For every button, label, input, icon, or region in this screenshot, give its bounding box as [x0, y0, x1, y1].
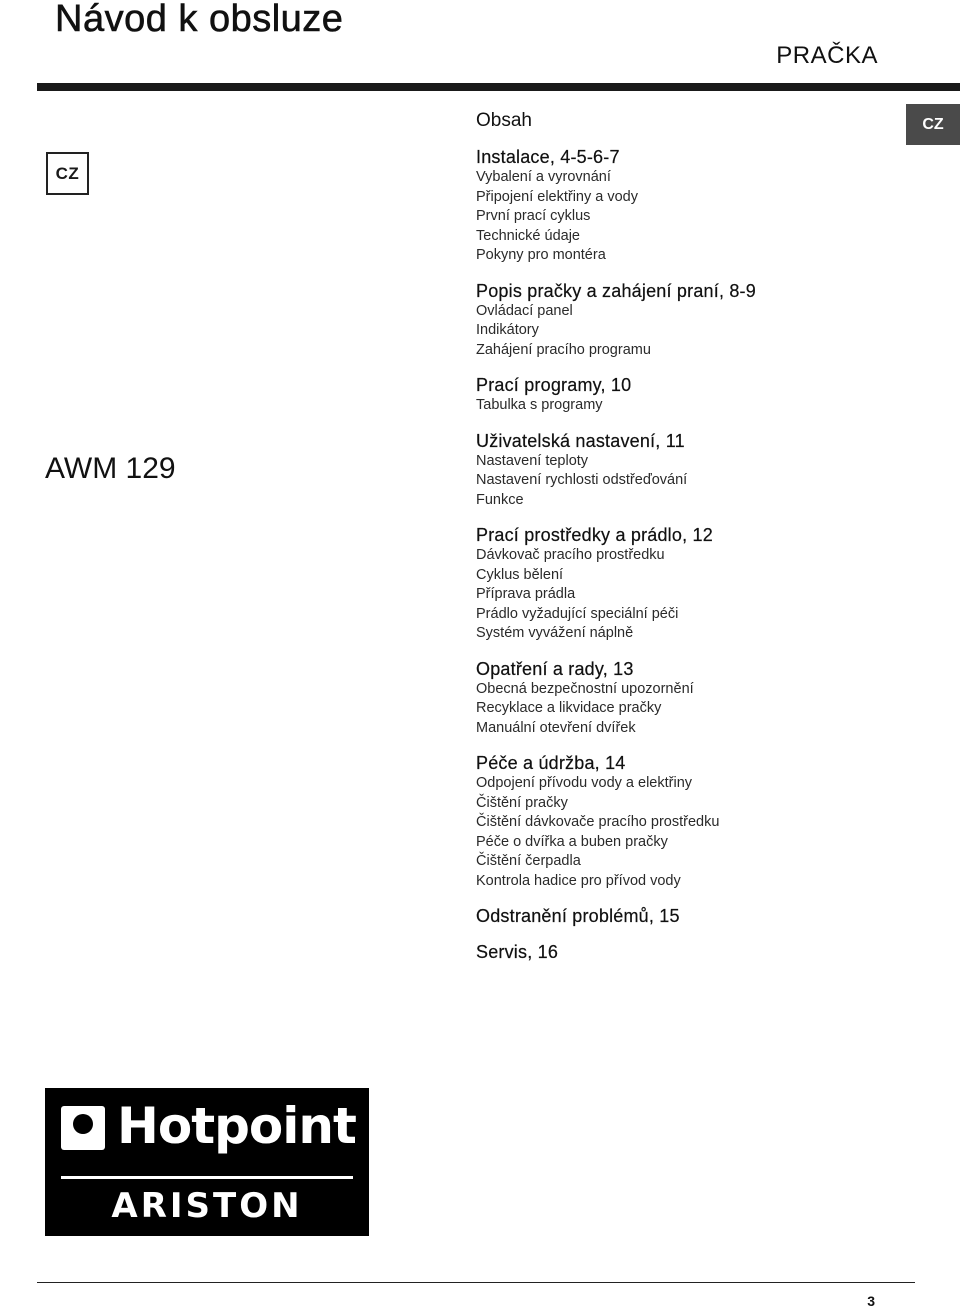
toc-sections [476, 146, 896, 963]
toc-item: Čištění dávkovače pracího prostředku [476, 814, 720, 830]
logo-mark-icon [61, 1106, 105, 1150]
footer-divider [37, 1282, 915, 1283]
toc-section-title: Odstranění problémů, 15 [476, 906, 680, 926]
toc-section-title: Popis pračky a zahájení praní, 8-9 [476, 280, 756, 301]
toc-heading: Obsah [476, 110, 532, 131]
toc-item: Tabulka s programy [476, 397, 603, 413]
page-title: Návod k obsluze [55, 0, 344, 40]
toc-item: Odpojení přívodu vody a elektřiny [476, 775, 693, 791]
toc-item: Vybalení a vyrovnání [476, 169, 611, 185]
brand-logo [45, 1088, 369, 1236]
toc-item: Pokyny pro montéra [476, 247, 606, 263]
toc-section-title: Péče a údržba, 14 [476, 753, 626, 773]
toc-item: Kontrola hadice pro přívod vody [476, 872, 681, 889]
toc-section-title: Uživatelská nastavení, 11 [476, 430, 685, 451]
toc-section-title: Prací prostředky a prádlo, 12 [476, 525, 713, 545]
toc-item: Funkce [476, 491, 524, 508]
logo-brand-text: Hotpoint [117, 1097, 356, 1155]
toc-section-title: Servis, 16 [476, 942, 559, 962]
toc-item: Dávkovač pracího prostředku [476, 547, 665, 563]
header-divider [37, 83, 960, 91]
toc-item: Technické údaje [476, 227, 580, 244]
table-of-contents [476, 106, 896, 977]
toc-item: Zahájení pracího programu [476, 341, 651, 358]
toc-section [476, 905, 896, 927]
page-number: 3 [867, 1293, 875, 1309]
toc-item: Recyklace a likvidace pračky [476, 700, 662, 716]
toc-item: První prací cyklus [476, 208, 591, 224]
toc-section-title: Prací programy, 10 [476, 375, 632, 395]
toc-item: Systém vyvážení náplně [476, 625, 634, 641]
toc-section [476, 941, 896, 963]
toc-section [476, 752, 896, 891]
language-box: CZ [46, 152, 89, 195]
toc-item: Indikátory [476, 322, 539, 338]
toc-item: Nastavení teploty [476, 452, 589, 469]
toc-item: Čištění pračky [476, 794, 568, 811]
toc-item: Připojení elektřiny a vody [476, 188, 638, 205]
toc-item: Prádlo vyžadující speciální péči [476, 605, 679, 622]
logo-divider [61, 1176, 353, 1179]
toc-item: Čištění čerpadla [476, 853, 581, 869]
toc-item: Příprava prádla [476, 586, 576, 602]
toc-section [476, 430, 896, 511]
toc-section [476, 374, 896, 416]
language-tab: CZ [906, 104, 960, 145]
toc-section [476, 524, 896, 644]
toc-section [476, 280, 896, 361]
toc-item: Manuální otevření dvířek [476, 719, 636, 736]
toc-item: Nastavení rychlosti odstřeďování [476, 472, 688, 488]
logo-sub-text: ARISTON [111, 1186, 303, 1226]
toc-item: Obecná bezpečnostní upozornění [476, 680, 694, 697]
product-type: PRAČKA [776, 42, 878, 69]
toc-section-title: Instalace, 4-5-6-7 [476, 147, 620, 167]
model-number: AWM 129 [45, 452, 176, 485]
toc-item: Péče o dvířka a buben pračky [476, 833, 668, 850]
toc-section [476, 658, 896, 739]
toc-section [476, 146, 896, 266]
toc-section-title: Opatření a rady, 13 [476, 658, 634, 679]
toc-item: Ovládací panel [476, 302, 573, 319]
toc-item: Cyklus bělení [476, 566, 564, 583]
